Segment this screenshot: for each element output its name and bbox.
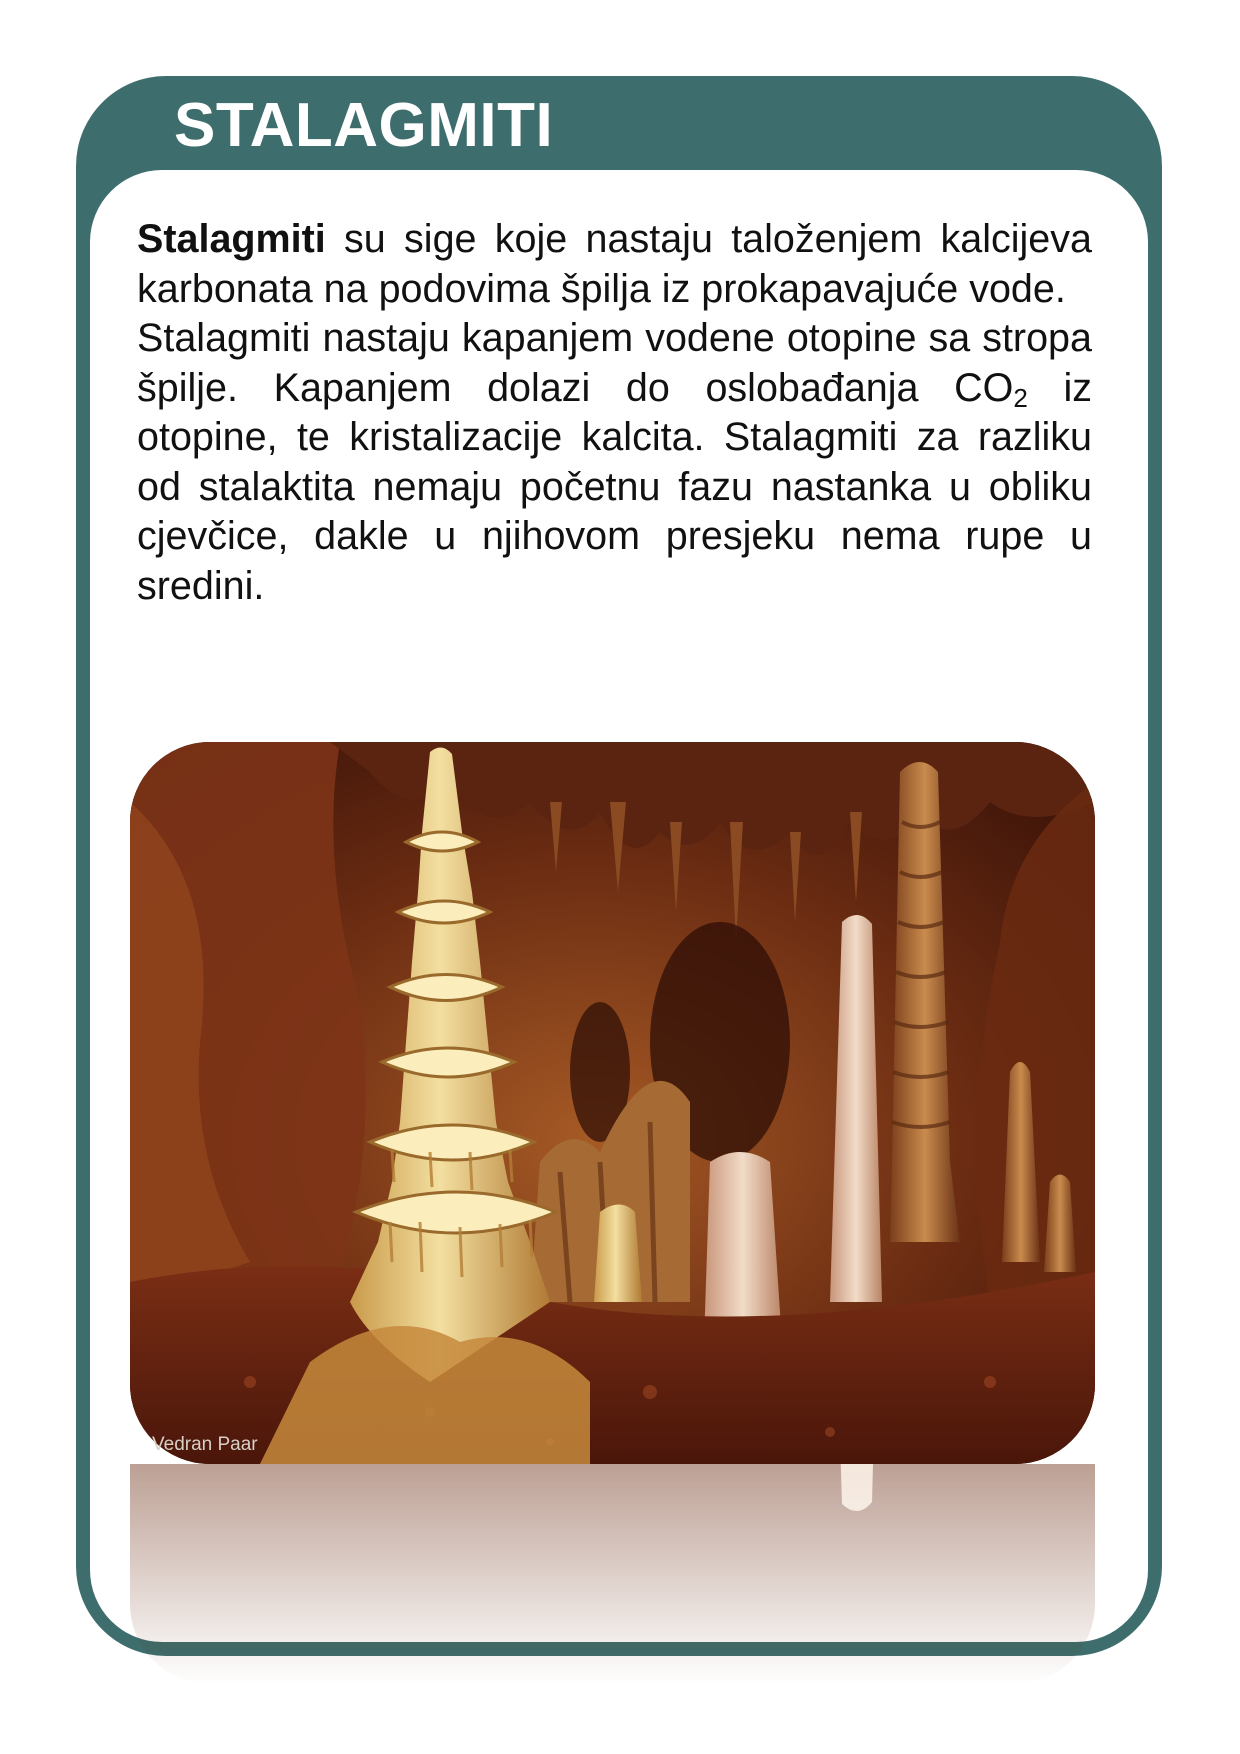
lead-term: Stalagmiti bbox=[137, 217, 326, 261]
body-text bbox=[137, 215, 1092, 611]
co2-subscript: 2 bbox=[1013, 382, 1028, 413]
cave-illustration bbox=[130, 742, 1095, 1464]
paragraph-2-text-b: iz otopine, te kristalizacije kalcita. Stalagmiti za razliku od stalaktita nemaju početnu fazu nastanka u obliku cjevčice, dakle u njihovom presjeku nema rupe u sredini. bbox=[137, 365, 1093, 608]
cave-stalagmites-photo bbox=[130, 742, 1095, 1464]
paragraph-2 bbox=[137, 314, 1092, 611]
photo-reflection bbox=[130, 1464, 1095, 1684]
photo-credit: Vedran Paar bbox=[152, 1434, 258, 1455]
paragraph-1-text: su sige koje nastaju taloženjem kalcijeva karbonata na podovima špilja iz prokapavajuće vode. bbox=[137, 217, 1092, 311]
photo-reflection-inner bbox=[130, 1464, 1095, 1684]
card-title: STALAGMITI bbox=[174, 91, 554, 160]
paragraph-2-text-a: Stalagmiti nastaju kapanjem vodene otopine sa stropa špilje. Kapanjem dolazi do oslobađanja CO bbox=[137, 316, 1092, 410]
cave-reflection-illustration bbox=[130, 1464, 1095, 1684]
paragraph-1 bbox=[137, 215, 1092, 314]
